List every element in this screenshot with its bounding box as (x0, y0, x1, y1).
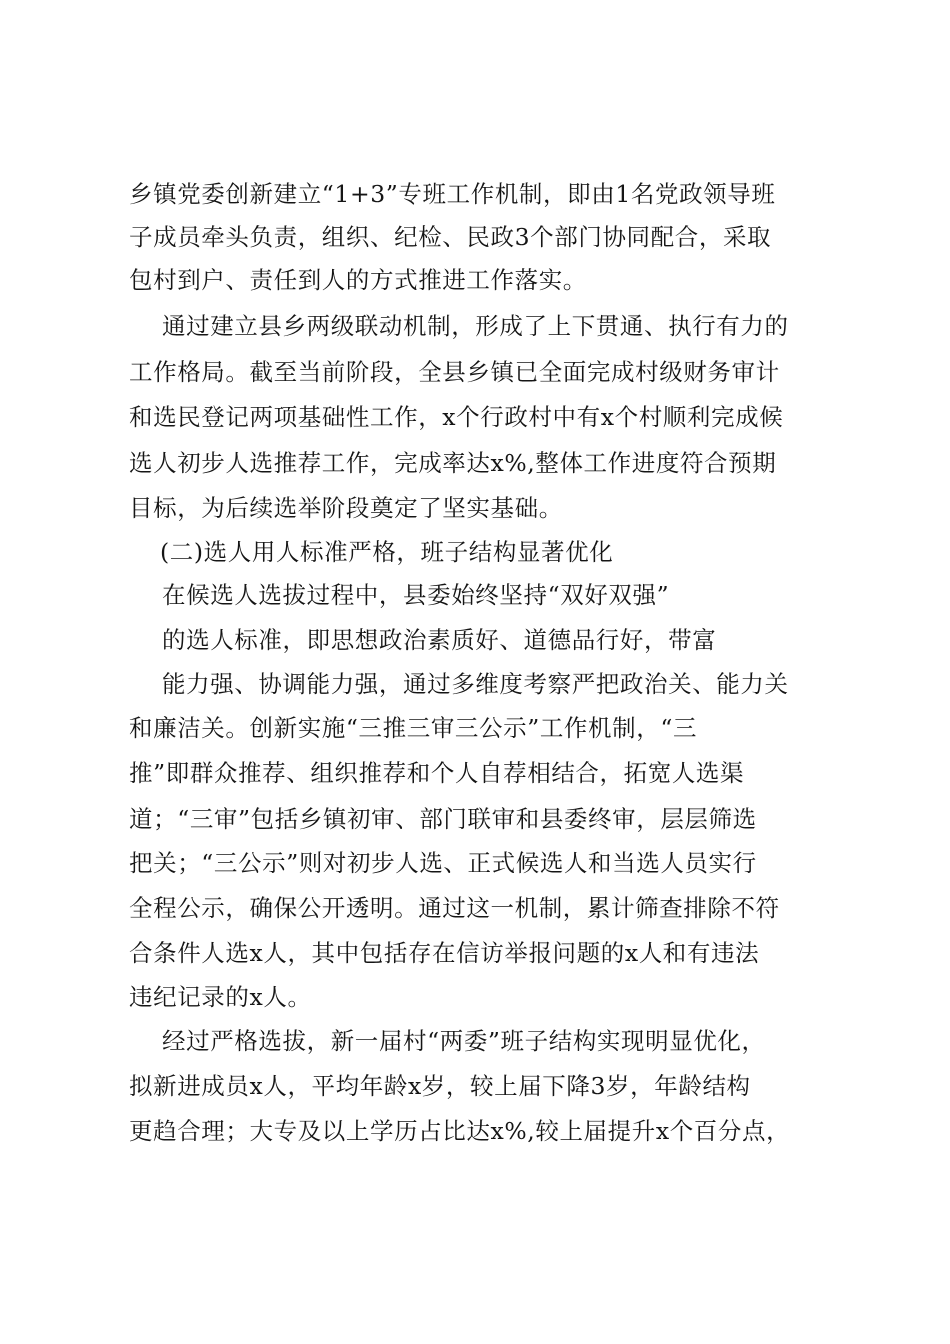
text-line: 包村到户、责任到人的方式推进工作落实。 (129, 266, 587, 294)
text-line: 全程公示，确保公开透明。通过这一机制，累计筛查排除不符 (129, 894, 780, 922)
section-heading: (二)选人用人标准严格，班子结构显著优化 (160, 538, 614, 566)
text-line: 工作格局。截至当前阶段，全县乡镇已全面完成村级财务审计 (129, 358, 780, 386)
text-line: 推”即群众推荐、组织推荐和个人自荐相结合，拓宽人选渠 (129, 759, 745, 787)
paragraph-start-line: 在候选人选拔过程中，县委始终坚持“双好双强” (162, 581, 670, 609)
text-line: 的选人标准，即思想政治素质好、道德品行好，带富 (162, 626, 717, 654)
text-line: 和廉洁关。创新实施“三推三审三公示”工作机制，“三 (129, 714, 698, 742)
text-line: 子成员牵头负责，组织、纪检、民政3个部门协同配合，采取 (129, 223, 772, 251)
text-line: 能力强、协调能力强，通过多维度考察严把政治关、能力关 (162, 670, 789, 698)
text-line: 拟新进成员x人，平均年龄x岁，较上届下降3岁，年龄结构 (129, 1072, 751, 1100)
text-line: 选人初步人选推荐工作，完成率达x%,整体工作进度符合预期 (129, 449, 777, 477)
text-line: 把关；“三公示”则对初步人选、正式候选人和当选人员实行 (129, 849, 757, 877)
text-line: 乡镇党委创新建立“1+3”专班工作机制，即由1名党政领导班 (129, 180, 776, 208)
paragraph-start-line: 通过建立县乡两级联动机制，形成了上下贯通、执行有力的 (162, 312, 789, 340)
text-line: 目标，为后续选举阶段奠定了坚实基础。 (129, 494, 563, 522)
text-line: 合条件人选x人，其中包括存在信访举报问题的x人和有违法 (129, 939, 760, 967)
paragraph-start-line: 经过严格选拔，新一届村“两委”班子结构实现明显优化， (162, 1027, 766, 1055)
text-line: 更趋合理；大专及以上学历占比达x%,较上届提升x个百分点， (129, 1117, 791, 1145)
text-line: 和选民登记两项基础性工作，x个行政村中有x个村顺利完成候 (129, 403, 784, 431)
text-line: 违纪记录的x人。 (129, 983, 312, 1011)
text-line: 道；“三审”包括乡镇初审、部门联审和县委终审，层层筛选 (129, 805, 757, 833)
